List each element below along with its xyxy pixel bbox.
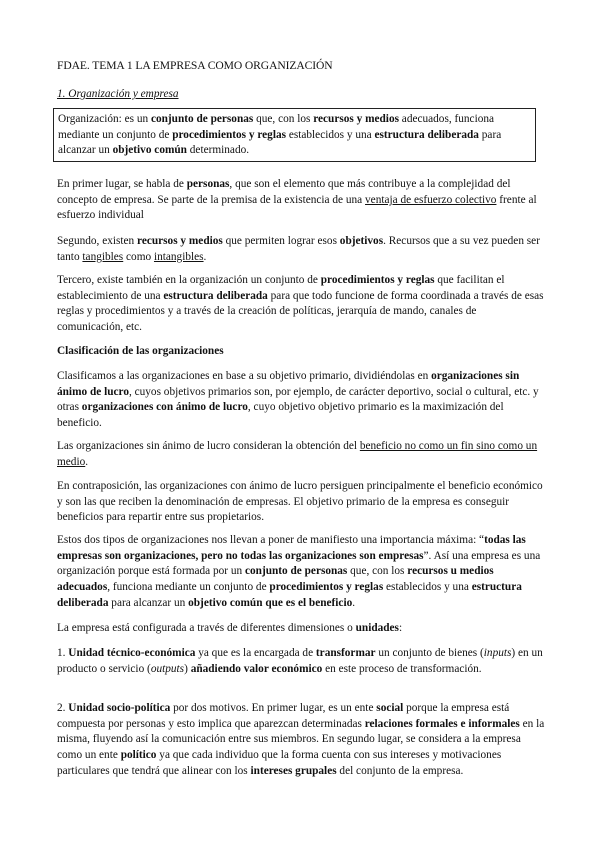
paragraph-contraposicion: En contraposición, las organizaciones con ánimo de lucro persiguen principalmente el beneficio económico y son las que reciben la denominación de empresas. El objetivo primario de la empresa es conseguir beneficios para repartir entre sus propietarios. (57, 480, 543, 524)
list-item-unidad-tecnico-economica: 1. Unidad técnico-económica ya que es la encargada de transformar un conjunto de bienes (inputs) en un producto o servicio (outputs) añadiendo valor económico en este proceso de transformación. (57, 647, 543, 675)
paragraph-personas: En primer lugar, se habla de personas, que son el elemento que más contribuye a la complejidad del concepto de empresa. Se parte de la premisa de la existencia de una ventaja de esfuerzo colectivo frente al esfuerzo individual (57, 178, 537, 222)
paragraph-procedimientos: Tercero, existe también en la organización un conjunto de procedimientos y reglas que facilitan el establecimiento de una estructura deliberada para que todo funcione de forma coordinada a través de esas reglas y procedimientos y a través de la creación de políticas, jerarquía de mando, canales de comunicación, etc. (57, 274, 544, 334)
section-heading-organizacion: 1. Organización y empresa (57, 88, 179, 100)
paragraph-sin-animo: Las organizaciones sin ánimo de lucro consideran la obtención del beneficio no como un fin sino como un medio. (57, 440, 538, 468)
paragraph-dos-tipos: Estos dos tipos de organizaciones nos llevan a poner de manifiesto una importancia máxima: “todas las empresas son organizaciones, pero no todas las organizaciones son empresas”. Así una empresa es una organización porque está formada por un conjunto de personas que, con los recursos u medios adecuados, funciona mediante un conjunto de procedimientos y reglas establecidos y una estructura deliberada para alcanzar un objetivo común que es el beneficio. (57, 534, 541, 609)
definition-box (53, 108, 536, 162)
definition-paragraph: Organización: es un conjunto de personas que, con los recursos y medios adecuados, funciona mediante un conjunto de procedimientos y reglas establecidos y una estructura deliberada para alcanzar un objetivo común determinado. (58, 113, 502, 157)
list-item-unidad-socio-politica: 2. Unidad socio-política por dos motivos. En primer lugar, es un ente social porque la empresa está compuesta por personas y esto implica que aparezcan determinadas relaciones formales e informales en la misma, fluyendo así la comunicación entre sus miembros. En segundo lugar, se considera a la empresa como un ente político ya que cada individuo que la forma cuenta con sus intereses y motivaciones particulares que tendrá que alinear con los intereses grupales del conjunto de la empresa. (57, 702, 545, 777)
paragraph-dimensiones: La empresa está configurada a través de diferentes dimensiones o unidades: (57, 622, 403, 634)
paragraph-clasificamos: Clasificamos a las organizaciones en base a su objetivo primario, dividiéndolas en organizaciones sin ánimo de lucro, cuyos objetivos primarios son, por ejemplo, de carácter deportivo, social o cultural, etc. y otras organizaciones con ánimo de lucro, cuyo objetivo objetivo primario es la maximización del beneficio. (57, 370, 539, 430)
section-heading-clasificacion: Clasificación de las organizaciones (57, 345, 224, 357)
document-title: FDAE. TEMA 1 LA EMPRESA COMO ORGANIZACIÓN (57, 59, 333, 72)
paragraph-recursos: Segundo, existen recursos y medios que permiten lograr esos objetivos. Recursos que a su vez pueden ser tanto tangibles como intangibles. (57, 235, 540, 263)
